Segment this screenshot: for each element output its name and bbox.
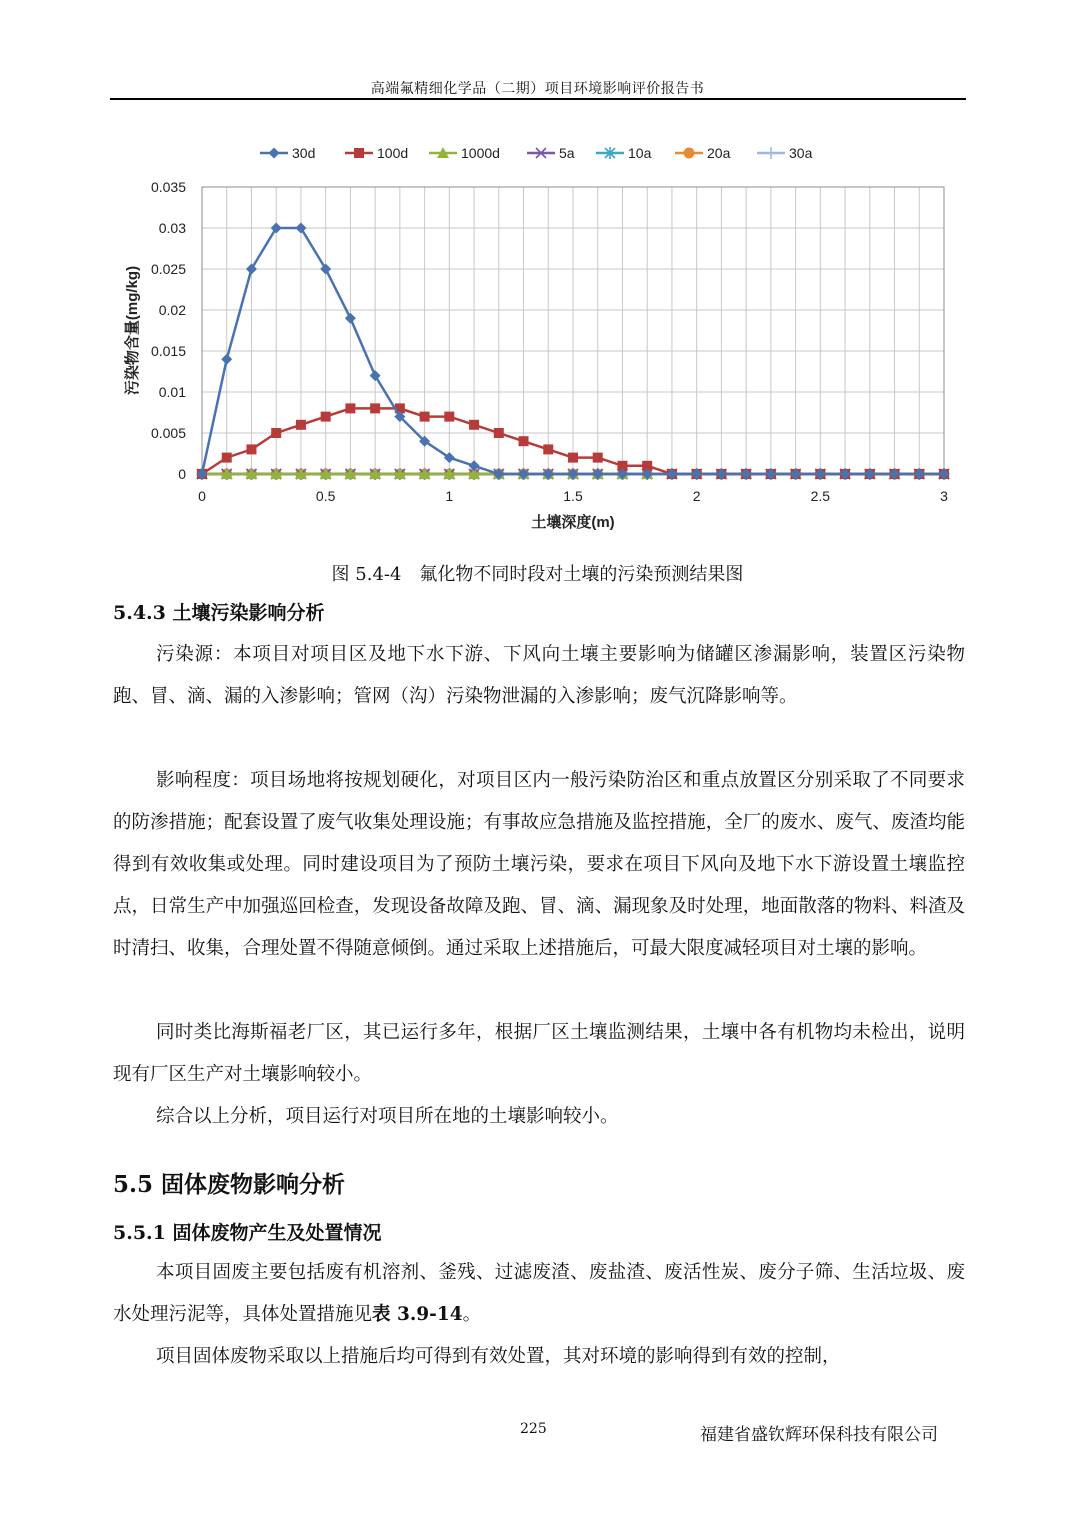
legend-marker-30d [269, 148, 280, 159]
y-tick-label: 0.02 [158, 302, 186, 318]
y-axis-title: 污染物含量(mg/kg) [124, 265, 141, 396]
section-heading-5-5: 5.5 固体废物影响分析 [113, 1171, 346, 1198]
x-tick-label: 2.5 [810, 488, 831, 504]
data-point-30d [370, 370, 381, 381]
data-point-30d [295, 223, 306, 234]
data-point-30d [221, 354, 232, 365]
data-point-100d [370, 403, 380, 413]
data-point-100d [345, 403, 355, 413]
y-tick-label: 0.03 [158, 220, 186, 236]
y-tick-label: 0.035 [150, 179, 186, 195]
data-point-100d [469, 420, 479, 430]
data-point-30d [320, 264, 331, 275]
solid-waste-end: 。 [462, 1304, 482, 1325]
figure-caption: 图 5.4-4 氟化物不同时段对土壤的污染预测结果图 [331, 564, 744, 585]
soil-contamination-line-chart [110, 130, 970, 540]
company-name: 福建省盛钦辉环保科技有限公司 [700, 1425, 938, 1445]
x-tick-label: 2 [692, 488, 701, 504]
data-point-100d [593, 453, 603, 463]
y-tick-label: 0.005 [150, 425, 186, 441]
paragraph-solid-waste [113, 1252, 965, 1336]
data-point-100d [543, 444, 553, 454]
legend-marker-30a [765, 147, 777, 159]
x-axis-title: 土壤深度(m) [531, 514, 615, 531]
data-point-100d [222, 453, 232, 463]
running-header: 高端氟精细化学品（二期）项目环境影响评价报告书 [370, 81, 705, 97]
data-point-30d [271, 223, 282, 234]
data-point-100d [568, 453, 578, 463]
x-tick-label: 3 [940, 488, 948, 504]
paragraph-conclusion: 综合以上分析，项目运行对项目所在地的土壤影响较小。 [156, 1106, 619, 1127]
y-tick-label: 0.025 [150, 261, 186, 277]
legend-marker-100d [354, 148, 364, 158]
paragraph-impact-degree: 影响程度：项目场地将按规划硬化，对项目区内一般污染防治区和重点放置区分别采取了不同要求的防渗措施；配套设置了废气收集处理设施；有事故应急措施及监控措施，全厂的废水、废气、废渣均能得到有效收集或处理。同时建设项目为了预防土壤污染，要求在项目下风向及地下水下游设置土壤监控点，日常生产中加强巡回检查，发现设备故障及跑、冒、滴、漏现象及时处理，地面散落的物料、料渣及时清扫、收集，合理处置不得随意倾倒。通过采取上述措施后，可最大限度减轻项目对土壤的影响。 [113, 770, 965, 959]
legend-label-5a: 5a [559, 145, 575, 161]
table-reference: 表 3.9-14 [372, 1304, 463, 1325]
x-tick-label: 1.5 [563, 488, 583, 504]
data-point-30d [246, 264, 257, 275]
data-point-100d [296, 420, 306, 430]
solid-waste-text: 本项目固废主要包括废有机溶剂、釜残、过滤废渣、废盐渣、废活性炭、废分子筛、生活垃圾、废水处理污泥等，具体处置措施见 [113, 1262, 965, 1325]
x-tick-label: 1 [445, 488, 454, 504]
section-heading-5-4-3: 5.4.3 土壤污染影响分析 [113, 602, 325, 624]
x-tick-label: 0 [198, 488, 206, 504]
paragraph-pollution-source: 污染源：本项目对项目区及地下水下游、下风向土壤主要影响为储罐区渗漏影响，装置区污染物跑、冒、滴、漏的入渗影响；管网（沟）污染物泄漏的入渗影响；废气沉降影响等。 [113, 644, 965, 707]
paragraph-analogy: 同时类比海斯福老厂区，其已运行多年，根据厂区土壤监测结果，土壤中各有机物均未检出，说明现有厂区生产对土壤影响较小。 [113, 1022, 965, 1085]
data-point-100d [271, 428, 281, 438]
y-tick-label: 0.01 [158, 384, 186, 400]
x-tick-label: 0.5 [315, 488, 336, 504]
header-rule [110, 98, 966, 100]
section-heading-5-5-1: 5.5.1 固体废物产生及处置情况 [113, 1222, 382, 1244]
data-point-100d [420, 412, 430, 422]
paragraph-solid-waste-control: 项目固体废物采取以上措施后均可得到有效处置，其对环境的影响得到有效的控制， [156, 1346, 841, 1367]
legend-label-10a: 10a [628, 145, 652, 161]
y-tick-label: 0 [178, 466, 186, 482]
data-point-30d [345, 313, 356, 324]
legend-label-30a: 30a [789, 145, 813, 161]
data-point-100d [246, 444, 256, 454]
legend-label-100d: 100d [377, 145, 409, 161]
legend-label-30d: 30d [292, 145, 316, 161]
data-point-100d [494, 428, 504, 438]
legend-label-20a: 20a [707, 145, 731, 161]
page-number: 225 [520, 1421, 547, 1437]
data-point-100d [321, 412, 331, 422]
legend-label-1000d: 1000d [461, 145, 500, 161]
data-point-100d [519, 436, 529, 446]
y-tick-label: 0.015 [150, 343, 186, 359]
data-point-100d [444, 412, 454, 422]
legend-marker-20a [684, 148, 695, 159]
